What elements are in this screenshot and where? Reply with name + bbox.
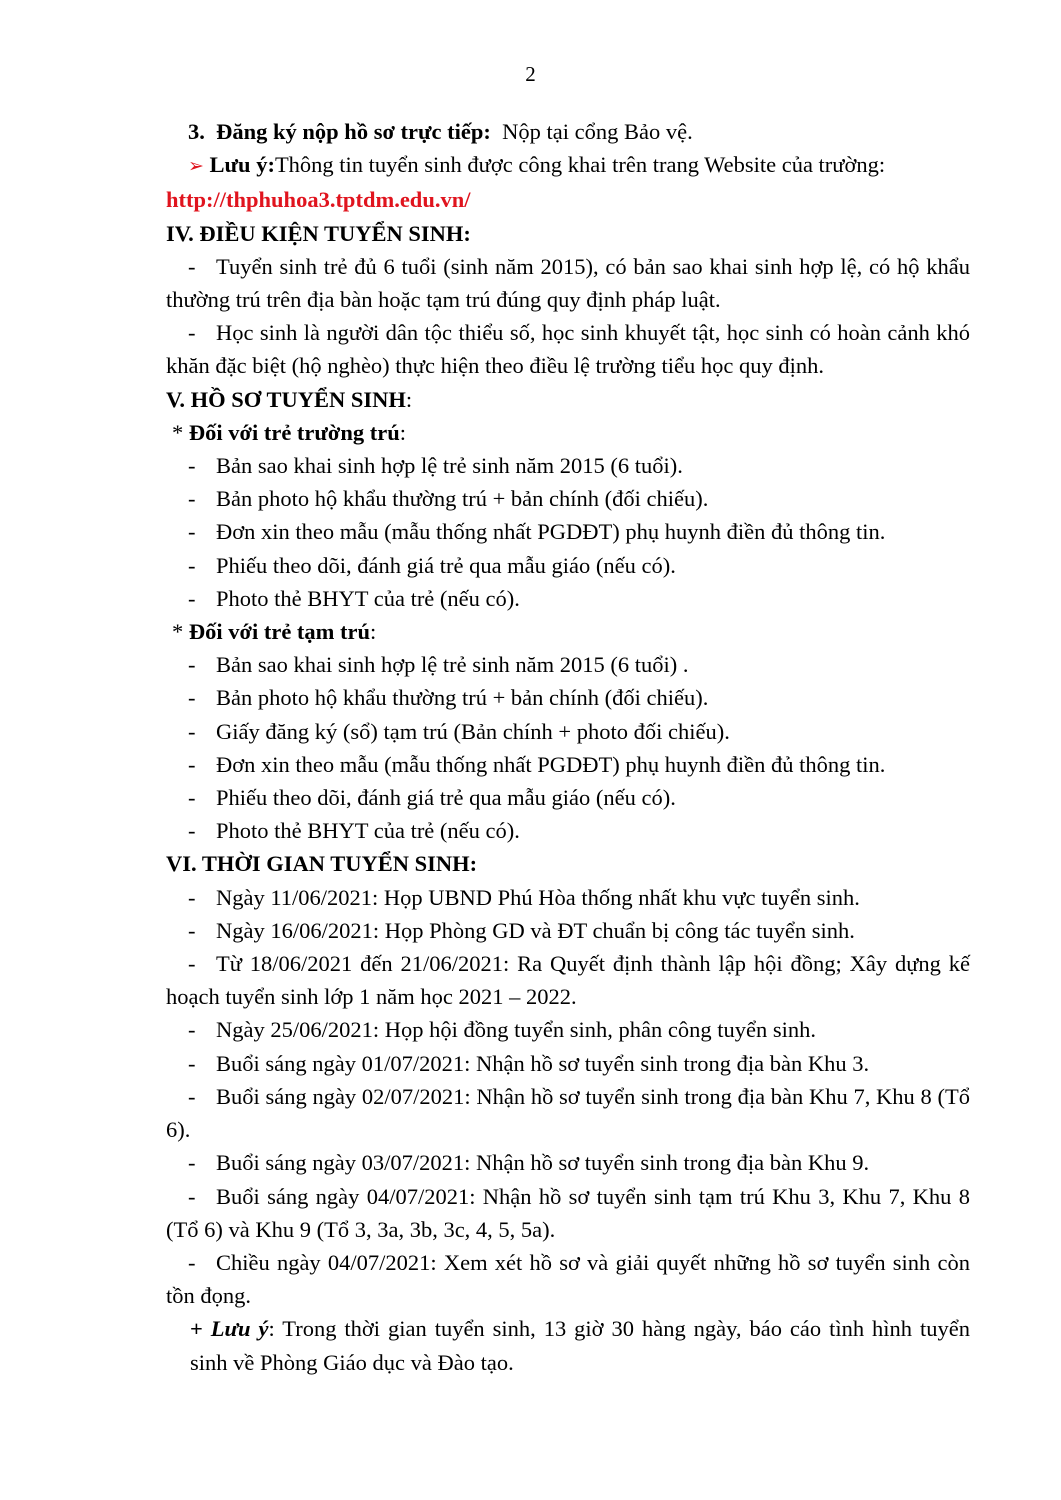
schedule-item: - Chiều ngày 04/07/2021: Xem xét hồ sơ và giải quyết những hồ sơ tuyển sinh còn tồn đọng.: [166, 1249, 970, 1309]
schedule-item: - Ngày 11/06/2021: Họp UBND Phú Hòa thống nhất khu vực tuyển sinh.: [188, 884, 860, 910]
website-link[interactable]: http://thphuhoa3.tptdm.edu.vn/: [166, 187, 471, 213]
item-3-number: 3.: [188, 119, 205, 144]
list-item: - Bản sao khai sinh hợp lệ trẻ sinh năm 2015 (6 tuổi) .: [188, 652, 689, 678]
final-note-text: : Trong thời gian tuyển sinh, 13 giờ 30 hàng ngày, báo cáo tình hình tuyển sinh về Phòng Giáo dục và Đào tạo.: [190, 1316, 970, 1375]
item-3: [166, 115, 970, 148]
schedule-item: - Buổi sáng ngày 01/07/2021: Nhận hồ sơ tuyển sinh trong địa bàn Khu 3.: [188, 1050, 870, 1076]
note-website: [166, 148, 970, 183]
section-iv-text-2: Học sinh là người dân tộc thiểu số, học sinh khuyết tật, học sinh có hoàn cảnh khó khăn đặc biệt (hộ nghèo) thực hiện theo điều lệ trường tiểu học quy định.: [166, 320, 970, 379]
list-item: - Phiếu theo dõi, đánh giá trẻ qua mẫu giáo (nếu có).: [188, 785, 676, 811]
schedule-item: - Buổi sáng ngày 04/07/2021: Nhận hồ sơ tuyển sinh tạm trú Khu 3, Khu 7, Khu 8 (Tổ 6) và Khu 9 (Tổ 3, 3a, 3b, 3c, 4, 5, 5a).: [166, 1183, 970, 1242]
schedule-item: - Ngày 16/06/2021: Họp Phòng GD và ĐT chuẩn bị công tác tuyển sinh.: [188, 917, 855, 943]
final-note: [166, 1312, 970, 1378]
section-iv-paragraph: [166, 250, 970, 316]
list-item: - Đơn xin theo mẫu (mẫu thống nhất PGDĐT) phụ huynh điền đủ thông tin.: [188, 751, 886, 777]
section-vi-title: VI. THỜI GIAN TUYỂN SINH:: [166, 851, 478, 877]
list-item: - Bản sao khai sinh hợp lệ trẻ sinh năm 2015 (6 tuổi).: [188, 453, 683, 479]
list-item: - Đơn xin theo mẫu (mẫu thống nhất PGDĐT) phụ huynh điền đủ thông tin.: [188, 519, 886, 545]
page-number: 2: [525, 62, 536, 86]
section-iv-text-1: Tuyển sinh trẻ đủ 6 tuổi (sinh năm 2015), có bản sao khai sinh hợp lệ, có hộ khẩu thường trú trên địa bàn hoặc tạm trú đúng quy định pháp luật.: [166, 253, 970, 313]
schedule-item: - Buổi sáng ngày 02/07/2021: Nhận hồ sơ tuyển sinh trong địa bàn Khu 7, Khu 8 (Tổ 6).: [166, 1083, 970, 1143]
list-item: - Photo thẻ BHYT của trẻ (nếu có).: [188, 585, 520, 611]
group-permanent-title: * Đối với trẻ trường trú:: [172, 419, 407, 445]
item-3-text: Nộp tại cổng Bảo vệ.: [502, 119, 693, 144]
list-item: - Giấy đăng ký (sổ) tạm trú (Bản chính + photo đối chiếu).: [188, 718, 730, 744]
list-item: - Bản photo hộ khẩu thường trú + bản chính (đối chiếu).: [188, 486, 709, 512]
schedule-item: - Từ 18/06/2021 đến 21/06/2021: Ra Quyết định thành lập hội đồng; Xây dựng kế hoạch tuyển sinh lớp 1 năm học 2021 – 2022.: [166, 951, 970, 1010]
note-text: Thông tin tuyển sinh được công khai trên trang Website của trường:: [274, 152, 886, 178]
dash: -: [188, 253, 196, 279]
plus-icon: +: [190, 1316, 203, 1342]
page-content: [166, 115, 970, 1379]
list-item: - Phiếu theo dõi, đánh giá trẻ qua mẫu giáo (nếu có).: [188, 552, 676, 578]
dash: -: [188, 320, 196, 346]
item-3-label: Đăng ký nộp hồ sơ trực tiếp:: [216, 119, 491, 144]
list-item: - Photo thẻ BHYT của trẻ (nếu có).: [188, 818, 520, 844]
website-link-row: [166, 183, 970, 216]
group-temporary-title: * Đối với trẻ tạm trú:: [172, 619, 377, 645]
note-label: Lưu ý:: [209, 152, 275, 178]
schedule-item: - Ngày 25/06/2021: Họp hội đồng tuyển sinh, phân công tuyển sinh.: [188, 1017, 816, 1043]
section-iv-title: IV. ĐIỀU KIỆN TUYỂN SINH:: [166, 220, 471, 246]
list-item: - Bản photo hộ khẩu thường trú + bản chính (đối chiếu).: [188, 685, 709, 711]
schedule-item: - Buổi sáng ngày 03/07/2021: Nhận hồ sơ tuyển sinh trong địa bàn Khu 9.: [188, 1150, 870, 1176]
arrow-icon: ➢: [188, 156, 204, 178]
final-note-label: Lưu ý: [210, 1316, 269, 1342]
section-v-title: V. HỒ SƠ TUYỂN SINH:: [166, 386, 413, 412]
section-iv-paragraph: [166, 316, 970, 382]
